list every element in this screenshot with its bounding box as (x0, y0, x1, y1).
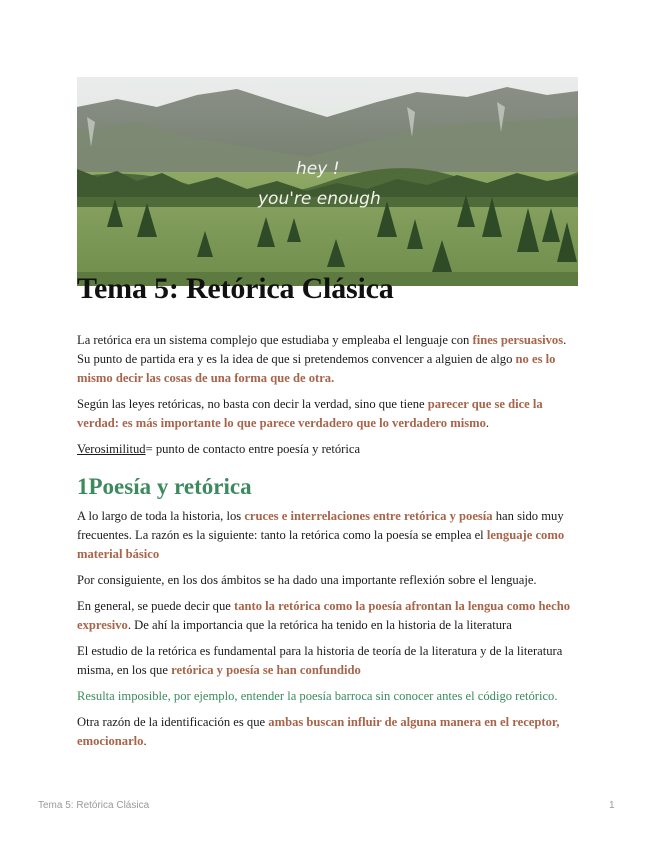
page-number: 1 (609, 800, 615, 811)
text: La retórica era un sistema complejo que estudiaba y empleaba el lenguaje con (77, 333, 473, 347)
text: . (485, 416, 490, 430)
section-paragraph-5: Resulta imposible, por ejemplo, entender la poesía barroca sin conocer antes el código retórico. (77, 689, 558, 703)
intro-paragraph-1 (77, 331, 582, 388)
text: Otra razón de la identificación es que (77, 715, 269, 729)
highlight-text: ambas buscan influir de alguna manera en el receptor, emocionarlo (77, 715, 560, 748)
text: El estudio de la retórica es fundamental para la historia de teoría de la literatura y de la literatura misma, en los que (77, 644, 563, 677)
text: . Su punto de partida era y es la idea de que si pretendemos convencer a alguien de algo (77, 333, 567, 366)
section-heading: 1Poesía y retórica (77, 474, 252, 499)
banner-image (77, 77, 578, 286)
banner-caption (77, 77, 578, 286)
underlined-term: Verosimilitud (77, 442, 146, 456)
document-body (77, 331, 582, 758)
highlight-text: parecer que se dice la verdad: es más importante lo que parece verdadero que lo verdadero mismo (77, 397, 543, 430)
text: Según las leyes retóricas, no basta con decir la verdad, sino que tiene (77, 397, 428, 411)
footer-title: Tema 5: Retórica Clásica (38, 800, 150, 811)
text: = punto de contacto entre poesía y retórica (145, 442, 361, 456)
highlight-text: fines persuasivos (472, 333, 564, 347)
section-paragraph-2: Por consiguiente, en los dos ámbitos se ha dado una importante reflexión sobre el lenguaje. (77, 573, 537, 587)
page-title: Tema 5: Retórica Clásica (77, 272, 394, 305)
text: En general, se puede decir que (77, 599, 234, 613)
banner-caption-line2: you're enough (258, 189, 381, 209)
banner-caption-line1: hey ! (296, 159, 340, 179)
highlight-text: cruces e interrelaciones entre retórica y poesía (244, 509, 493, 523)
highlight-text: tanto la retórica como la poesía afrontan la lengua como hecho expresivo (77, 599, 571, 632)
text: A lo largo de toda la historia, los (77, 509, 245, 523)
section-paragraph-4 (77, 642, 582, 680)
text: . De ahí la importancia que la retórica ha tenido en la historia de la literatura (127, 618, 512, 632)
section-paragraph-6 (77, 713, 582, 751)
text: han sido muy frecuentes. La razón es la siguiente: tanto la retórica como la poesía se emplea el (77, 509, 564, 542)
intro-paragraph-3 (77, 440, 582, 459)
text: . (143, 734, 147, 748)
highlight-text: lenguaje como material básico (77, 528, 565, 561)
intro-paragraph-2 (77, 395, 582, 433)
highlight-text: no es lo mismo decir las cosas de una forma que de otra. (77, 352, 556, 385)
section-paragraph-3 (77, 597, 582, 635)
highlight-text: retórica y poesía se han confundido (171, 663, 361, 677)
section-paragraph-1 (77, 507, 582, 564)
